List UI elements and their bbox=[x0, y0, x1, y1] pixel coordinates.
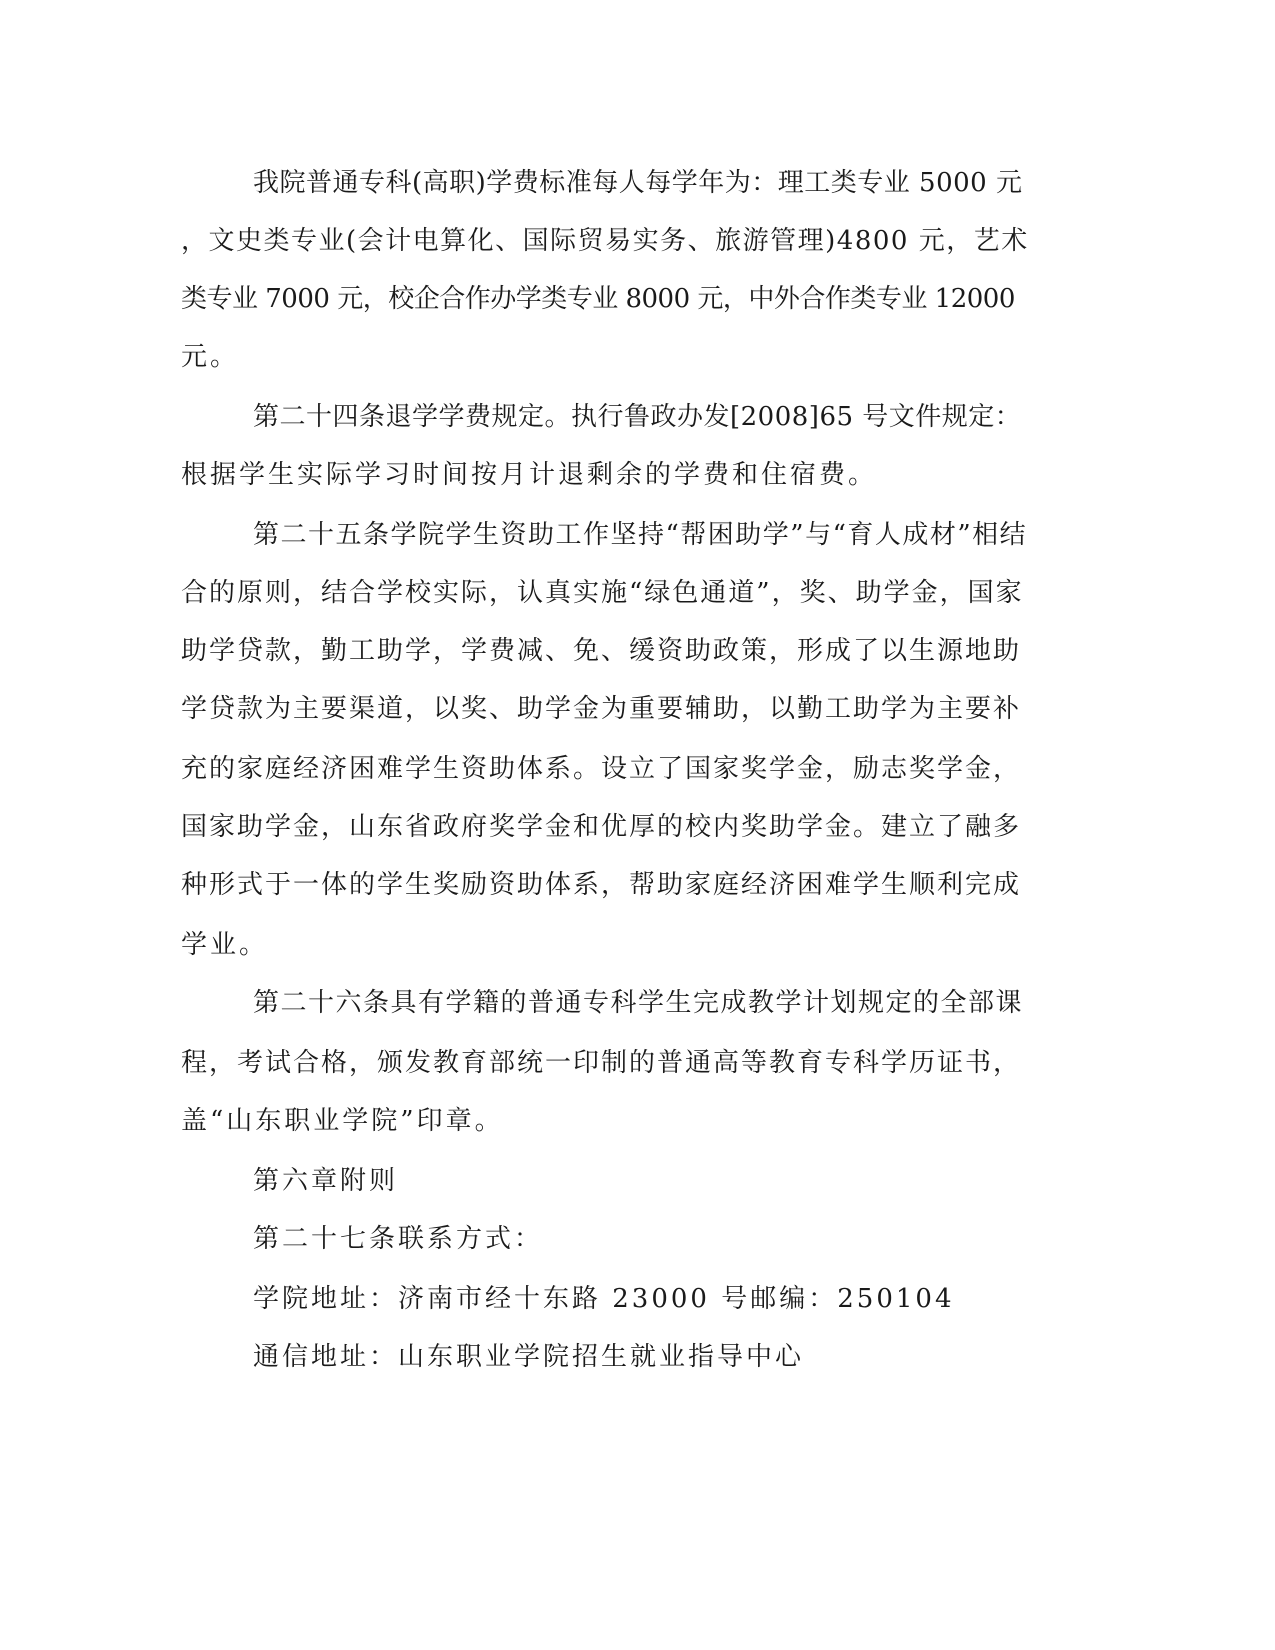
text-line: 第二十四条退学学费规定。执行鲁政办发[2008]65 号文件规定： bbox=[253, 402, 1022, 432]
text-line: 学贷款为主要渠道，以奖、助学金为重要辅助，以勤工助学为主要补 bbox=[181, 694, 1022, 724]
text-line: 助学贷款，勤工助学，学费减、免、缓资助政策，形成了以生源地助 bbox=[181, 636, 1022, 666]
text-line: 元。 bbox=[181, 342, 240, 372]
text-line: 盖“山东职业学院”印章。 bbox=[181, 1106, 504, 1136]
text-line: 学业。 bbox=[181, 930, 269, 960]
text-line: 第二十七条联系方式： bbox=[253, 1224, 544, 1254]
text-line: 充的家庭经济困难学生资助体系。设立了国家奖学金，励志奖学金， bbox=[181, 754, 1022, 784]
text-line: 合的原则，结合学校实际，认真实施“绿色通道”，奖、助学金，国家 bbox=[181, 578, 1024, 608]
text-line: 第二十五条学院学生资助工作坚持“帮困助学”与“育人成材”相结 bbox=[253, 520, 1028, 550]
text-line: 种形式于一体的学生奖励资助体系，帮助家庭经济困难学生顺利完成 bbox=[181, 870, 1022, 900]
mailing-address-line: 通信地址：山东职业学院招生就业指导中心 bbox=[253, 1342, 805, 1372]
text-line: 国家助学金，山东省政府奖学金和优厚的校内奖助学金。建立了融多 bbox=[181, 812, 1022, 842]
text-line: 程，考试合格，颁发教育部统一印制的普通高等教育专科学历证书， bbox=[181, 1048, 1022, 1078]
chapter-heading: 第六章附则 bbox=[253, 1166, 399, 1196]
text-line: 根据学生实际学习时间按月计退剩余的学费和住宿费。 bbox=[181, 460, 878, 490]
text-line: 第二十六条具有学籍的普通专科学生完成教学计划规定的全部课 bbox=[253, 988, 1024, 1018]
address-line: 学院地址：济南市经十东路 23000 号邮编：250104 bbox=[253, 1284, 955, 1314]
text-line: 我院普通专科(高职)学费标准每人每学年为：理工类专业 5000 元 bbox=[253, 168, 1023, 198]
text-line: ，文史类专业(会计电算化、国际贸易实务、旅游管理)4800 元，艺术 bbox=[181, 226, 1029, 256]
text-line: 类专业 7000 元，校企合作办学类专业 8000 元，中外合作类专业 12000 bbox=[181, 284, 1015, 314]
